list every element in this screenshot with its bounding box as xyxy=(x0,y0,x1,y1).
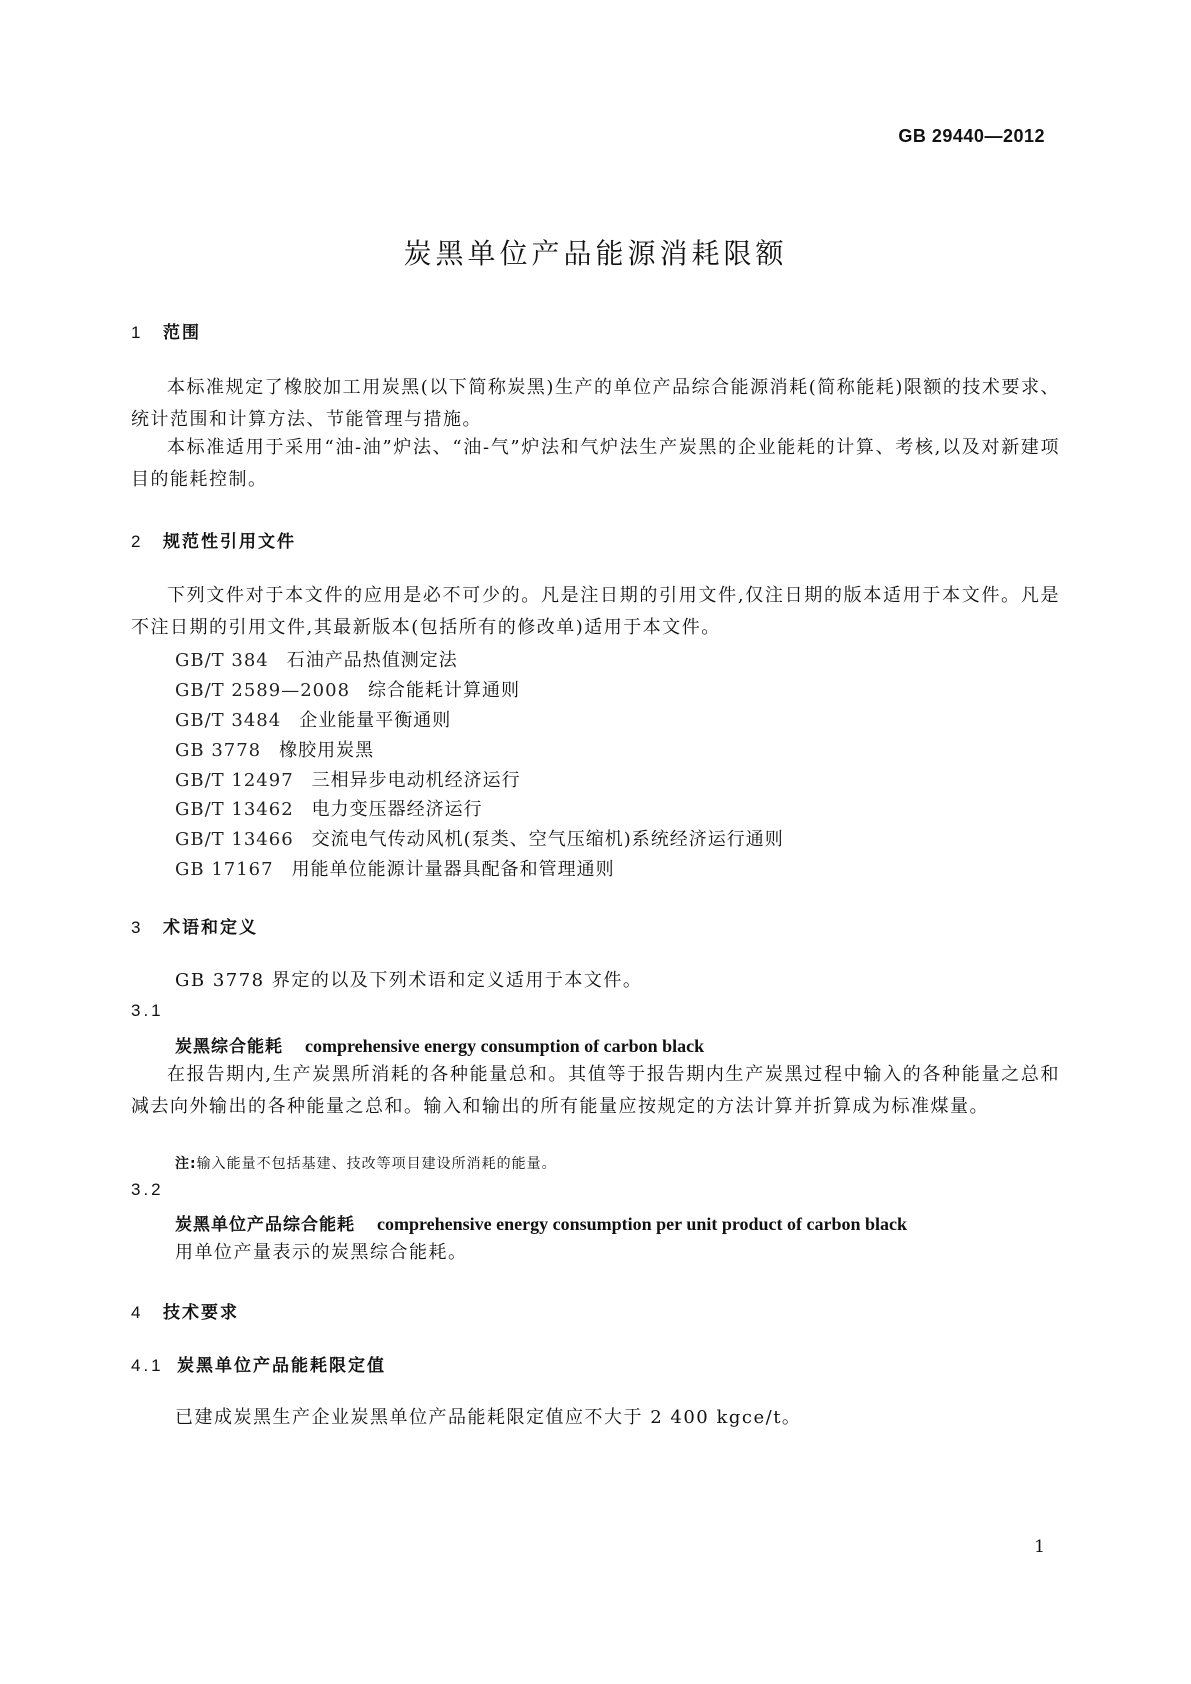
term-english: comprehensive energy consumption of carbon black xyxy=(305,1036,705,1056)
reference-item xyxy=(175,736,374,762)
reference-item xyxy=(175,676,520,702)
reference-title: 综合能耗计算通则 xyxy=(368,680,521,701)
reference-title: 用能单位能源计量器具配备和管理通则 xyxy=(291,859,615,880)
reference-code: GB/T 3484 xyxy=(175,710,282,731)
subsection-heading-4-1 xyxy=(131,1351,386,1376)
term-number: 3.1 xyxy=(131,1001,164,1020)
term-note xyxy=(175,1153,557,1173)
reference-code: GB/T 13462 xyxy=(175,799,294,820)
section-number: 2 xyxy=(131,532,143,551)
page-number: 1 xyxy=(1034,1537,1045,1557)
section-heading-2 xyxy=(131,527,296,552)
reference-code: GB/T 384 xyxy=(175,650,269,671)
reference-title: 交流电气传动风机(泵类、空气压缩机)系统经济运行通则 xyxy=(311,829,784,850)
reference-title: 三相异步电动机经济运行 xyxy=(311,770,521,791)
note-text: 输入能量不包括基建、技改等项目建设所消耗的能量。 xyxy=(196,1156,557,1172)
reference-item xyxy=(175,646,458,672)
subsection-number: 4.1 xyxy=(131,1356,164,1375)
term-number: 3.2 xyxy=(131,1180,164,1199)
paragraph-normative-intro: 下列文件对于本文件的应用是必不可少的。凡是注日期的引用文件,仅注日期的版本适用于本文件。凡是不注日期的引用文件,其最新版本(包括所有的修改单)适用于本文件。 xyxy=(131,585,1060,638)
reference-title: 石油产品热值测定法 xyxy=(286,650,458,671)
paragraph-scope-2: 本标准适用于采用“油-油”炉法、“油-气”炉法和气炉法生产炭黑的企业能耗的计算、考核,以及对新建项目的能耗控制。 xyxy=(131,437,1060,490)
section-heading-1 xyxy=(131,318,201,343)
paragraph-terms-intro: GB 3778 界定的以及下列术语和定义适用于本文件。 xyxy=(175,970,643,991)
reference-title: 电力变压器经济运行 xyxy=(311,799,483,820)
section-title: 范围 xyxy=(163,323,201,343)
document-code-header: GB 29440—2012 xyxy=(898,126,1045,146)
section-number: 4 xyxy=(131,1303,143,1322)
term-definition: 在报告期内,生产炭黑所消耗的各种能量总和。其值等于报告期内生产炭黑过程中输入的各种能量之总和减去向外输出的各种能量之总和。输入和输出的所有能量应按规定的方法计算并折算成为标准煤量。 xyxy=(131,1064,1060,1117)
term-heading xyxy=(175,1210,907,1235)
section-number: 3 xyxy=(131,918,143,937)
reference-code: GB 3778 xyxy=(175,740,262,761)
term-definition: 用单位产量表示的炭黑综合能耗。 xyxy=(175,1242,468,1263)
document-title: 炭黑单位产品能源消耗限额 xyxy=(403,237,788,270)
paragraph-limit-value: 已建成炭黑生产企业炭黑单位产品能耗限定值应不大于 2 400 kgce/t。 xyxy=(175,1407,802,1428)
reference-item xyxy=(175,795,483,821)
term-chinese: 炭黑单位产品综合能耗 xyxy=(175,1215,355,1235)
reference-title: 橡胶用炭黑 xyxy=(279,740,375,761)
reference-code: GB/T 13466 xyxy=(175,829,294,850)
reference-code: GB/T 2589—2008 xyxy=(175,680,351,701)
reference-code: GB 17167 xyxy=(175,859,274,880)
reference-item xyxy=(175,706,451,732)
paragraph-scope-1: 本标准规定了橡胶加工用炭黑(以下简称炭黑)生产的单位产品综合能源消耗(简称能耗)限额的技术要求、统计范围和计算方法、节能管理与措施。 xyxy=(131,377,1060,430)
reference-item xyxy=(175,825,784,851)
reference-title: 企业能量平衡通则 xyxy=(299,710,452,731)
section-title: 技术要求 xyxy=(163,1303,239,1323)
section-number: 1 xyxy=(131,323,143,342)
note-label: 注: xyxy=(175,1156,197,1172)
term-heading xyxy=(175,1032,704,1057)
term-english: comprehensive energy consumption per unit product of carbon black xyxy=(377,1214,908,1234)
reference-item xyxy=(175,855,615,881)
reference-code: GB/T 12497 xyxy=(175,770,294,791)
reference-item xyxy=(175,766,521,792)
subsection-title: 炭黑单位产品能耗限定值 xyxy=(177,1356,386,1376)
section-title: 术语和定义 xyxy=(163,918,258,938)
section-heading-4 xyxy=(131,1298,239,1323)
section-heading-3 xyxy=(131,913,258,938)
section-title: 规范性引用文件 xyxy=(163,532,296,552)
term-chinese: 炭黑综合能耗 xyxy=(175,1037,283,1057)
